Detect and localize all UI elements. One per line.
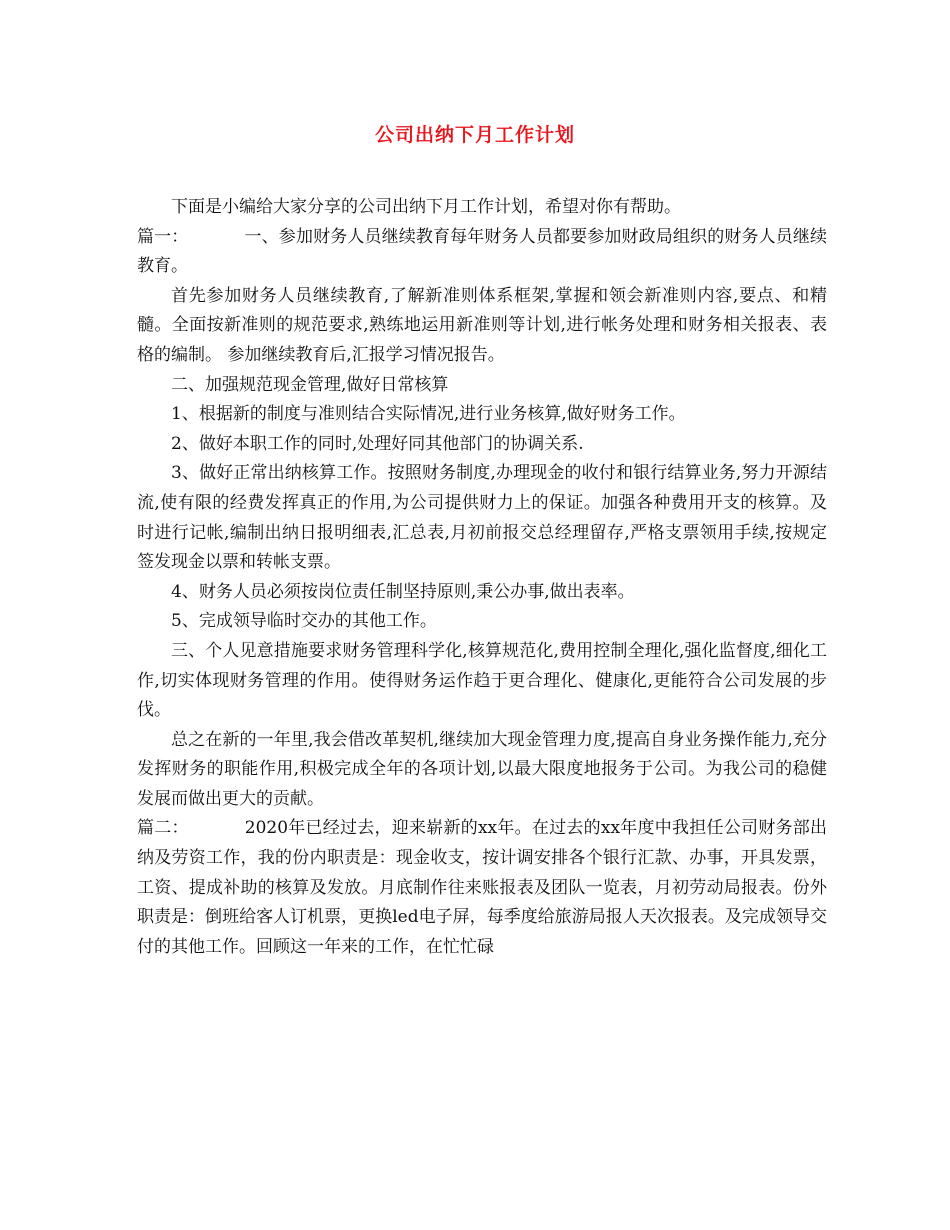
paragraph-text: 2020年已经过去，迎来崭新的xx年。在过去的xx年度中我担任公司财务部出纳及劳资工作，我的份内职责是：现金收支，按计调安排各个银行汇款、办事，开具发票，工资、提成补助的核算及发放。月底制作往来账报表及团队一览表，月初劳动局报表。份外职责是：倒班给客人订机票，更换led电子屏，每季度给旅游局报人天次报表。及完成领导交付的其他工作。回顾这一年来的工作，在忙忙碌 bbox=[137, 818, 827, 957]
paragraph-text: 5、完成领导临时交办的其他工作。 bbox=[171, 611, 437, 632]
paragraph-text: 三、个人见意措施要求财务管理科学化,核算规范化,费用控制全理化,强化监督度,细化工作,切实体现财务管理的作用。使得财务运作趋于更合理化、健康化,更能符合公司发展的步伐。 bbox=[137, 640, 827, 721]
paragraph-summary bbox=[137, 726, 827, 815]
paragraph-text: 2、做好本职工作的同时,处理好同其他部门的协调关系. bbox=[171, 433, 584, 454]
document-body bbox=[137, 193, 827, 962]
paragraph-part-one bbox=[137, 223, 827, 282]
paragraph-intro bbox=[137, 193, 827, 223]
paragraph-text: 1、根据新的制度与准则结合实际情况,进行业务核算,做好财务工作。 bbox=[171, 404, 686, 425]
paragraph-item-2 bbox=[137, 430, 827, 460]
section-label: 篇一： bbox=[137, 226, 189, 247]
paragraph-text: 首先参加财务人员继续教育,了解新准则体系框架,掌握和领会新准则内容,要点、和精髓。全面按新准则的规范要求,熟练地运用新准则等计划,进行帐务处理和财务相关报表、表格的编制。 参加继续教育后,汇报学习情况报告。 bbox=[137, 285, 827, 365]
paragraph-item-1 bbox=[137, 400, 827, 430]
paragraph-text: 3、做好正常出纳核算工作。按照财务制度,办理现金的收付和银行结算业务,努力开源结流,使有限的经费发挥真正的作用,为公司提供财力上的保证。加强各种费用开支的核算。及时进行记帐,编制出纳日报明细表,汇总表,月初前报交总经理留存,严格支票领用手续,按规定签发现金以票和转帐支票。 bbox=[137, 463, 827, 573]
paragraph-text: 下面是小编给大家分享的公司出纳下月工作计划，希望对你有帮助。 bbox=[171, 197, 681, 217]
paragraph-part-two bbox=[137, 814, 827, 962]
paragraph-text: 4、财务人员必须按岗位责任制坚持原则,秉公办事,做出表率。 bbox=[171, 581, 635, 602]
paragraph-text: 总之在新的一年里,我会借改革契机,继续加大现金管理力度,提高自身业务操作能力,充分发挥财务的职能作用,积极完成全年的各项计划,以最大限度地报务于公司。为我公司的稳健发展而做出更大的贡献。 bbox=[137, 729, 827, 809]
paragraph-heading-two bbox=[137, 371, 827, 401]
section-label: 篇二： bbox=[137, 818, 189, 839]
paragraph-education bbox=[137, 282, 827, 371]
paragraph-item-3 bbox=[137, 459, 827, 577]
paragraph-text: 一、参加财务人员继续教育每年财务人员都要参加财政局组织的财务人员继续教育。 bbox=[137, 226, 827, 277]
paragraph-item-4 bbox=[137, 578, 827, 608]
paragraph-item-5 bbox=[137, 607, 827, 637]
document-title: 公司出纳下月工作计划 bbox=[374, 124, 575, 146]
paragraph-heading-three bbox=[137, 637, 827, 726]
paragraph-text: 二、加强规范现金管理,做好日常核算 bbox=[171, 374, 449, 395]
